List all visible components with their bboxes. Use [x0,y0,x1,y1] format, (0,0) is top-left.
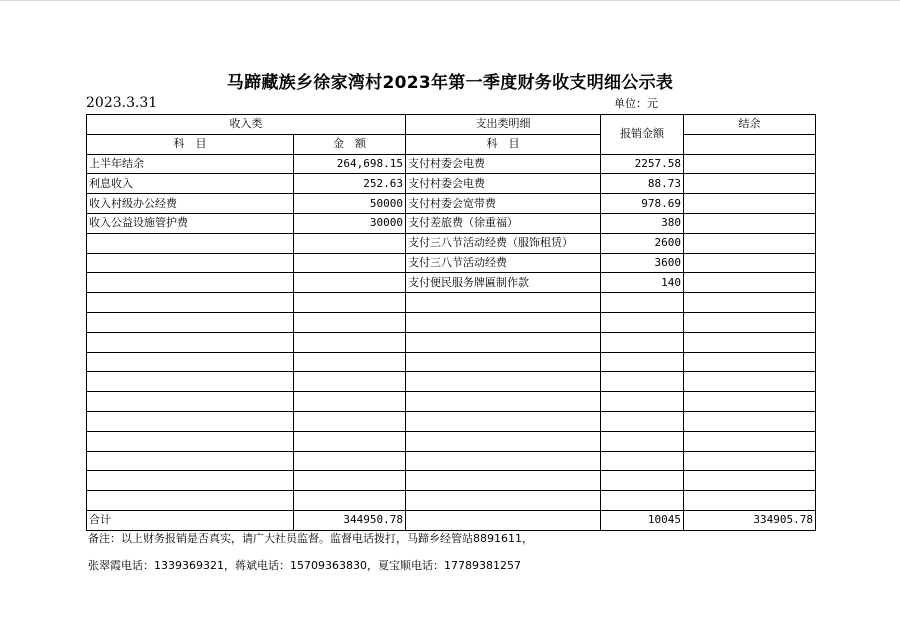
expense-item-cell [406,312,601,332]
income-amount-cell: 50000 [294,194,406,214]
income-amount-cell: 30000 [294,213,406,233]
income-amount-cell [294,233,406,253]
table-row [87,392,816,412]
balance-cell [684,352,816,372]
income-item-cell [87,253,294,273]
total-expense-item-blank [406,510,601,530]
currency-unit: 单位：元 [614,97,658,110]
expense-amount-cell [601,491,684,511]
total-label: 合计 [87,510,294,530]
income-amount-cell [294,273,406,293]
income-item-cell [87,431,294,451]
income-item-cell: 收入公益设施管护费 [87,213,294,233]
balance-cell [684,253,816,273]
expense-amount-cell: 2600 [601,233,684,253]
expense-item-cell: 支付便民服务牌匾制作款 [406,273,601,293]
top-border-line [0,0,900,1]
expense-amount-cell [601,411,684,431]
income-amount-cell [294,352,406,372]
balance-cell [684,372,816,392]
table-row [87,372,816,392]
income-amount-cell: 264,698.15 [294,154,406,174]
table-row [87,471,816,491]
table-row [87,332,816,352]
expense-item-cell: 支付三八节活动经费 [406,253,601,273]
table-row [87,273,816,293]
income-amount-cell [294,411,406,431]
expense-amount-cell: 140 [601,273,684,293]
remark-line-2: 张翠霞电话：1339369321，蒋斌电话：15709363830，夏宝顺电话：17789381257 [88,559,521,572]
balance-cell [684,233,816,253]
balance-cell [684,213,816,233]
balance-cell [684,293,816,313]
income-amount-cell: 252.63 [294,174,406,194]
table-row [87,213,816,233]
table-row [87,293,816,313]
balance-cell [684,194,816,214]
expense-item-cell [406,332,601,352]
table-row [87,253,816,273]
balance-header: 结余 [684,115,816,135]
expense-item-cell [406,372,601,392]
expense-item-cell [406,411,601,431]
income-amount-cell [294,332,406,352]
expense-amount-cell [601,392,684,412]
expense-item-cell [406,352,601,372]
income-item-cell [87,352,294,372]
income-amount-header: 金 额 [294,134,406,154]
income-item-cell [87,451,294,471]
table-row [87,194,816,214]
expense-item-cell [406,491,601,511]
balance-cell [684,392,816,412]
table-row [87,411,816,431]
expense-amount-cell [601,312,684,332]
expense-amount-cell [601,451,684,471]
expense-item-cell [406,293,601,313]
income-class-header: 收入类 [87,115,406,135]
page-title: 马蹄藏族乡徐家湾村2023年第一季度财务收支明细公示表 [226,73,674,93]
table-row [87,233,816,253]
expense-item-cell: 支付村委会宽带费 [406,194,601,214]
expense-amount-cell: 2257.58 [601,154,684,174]
balance-cell [684,431,816,451]
balance-header-blank [684,134,816,154]
income-item-cell [87,233,294,253]
balance-cell [684,312,816,332]
table-row [87,491,816,511]
income-item-cell: 上半年结余 [87,154,294,174]
income-item-cell [87,332,294,352]
balance-cell [684,471,816,491]
income-item-cell [87,293,294,313]
total-balance: 334905.78 [684,510,816,530]
income-amount-cell [294,451,406,471]
expense-item-cell: 支付差旅费（徐重福） [406,213,601,233]
income-item-cell [87,491,294,511]
report-date: 2023.3.31 [86,95,158,111]
expense-item-cell: 支付村委会电费 [406,154,601,174]
expense-amount-cell [601,332,684,352]
expense-amount-cell [601,293,684,313]
income-item-cell [87,372,294,392]
income-amount-cell [294,312,406,332]
income-item-cell [87,411,294,431]
header-row-2 [87,134,816,154]
expense-item-cell [406,392,601,412]
balance-cell [684,332,816,352]
income-amount-cell [294,431,406,451]
expense-detail-header: 支出类明细 [406,115,601,135]
balance-cell [684,273,816,293]
income-item-cell [87,312,294,332]
expense-amount-cell [601,352,684,372]
expense-amount-cell: 3600 [601,253,684,273]
balance-cell [684,174,816,194]
total-expense-amount: 10045 [601,510,684,530]
income-amount-cell [294,471,406,491]
table-row [87,154,816,174]
expense-amount-cell: 380 [601,213,684,233]
ledger-body [87,154,816,510]
expense-amount-cell: 88.73 [601,174,684,194]
table-row [87,451,816,471]
income-item-cell [87,392,294,412]
income-amount-cell [294,253,406,273]
finance-ledger-table [86,114,816,531]
expense-amount-cell [601,471,684,491]
income-item-cell [87,471,294,491]
table-row [87,174,816,194]
balance-cell [684,491,816,511]
income-amount-cell [294,392,406,412]
remark-line-1: 备注：以上财务报销是否真实，请广大社员监督。监督电话拨打，马蹄乡经管站8891611， [88,532,533,545]
expense-item-cell [406,431,601,451]
table-row [87,312,816,332]
reimburse-amount-header: 报销金额 [601,115,684,155]
total-income-amount: 344950.78 [294,510,406,530]
expense-item-cell: 支付三八节活动经费（服饰租赁） [406,233,601,253]
expense-amount-cell [601,431,684,451]
header-row-1 [87,115,816,135]
income-item-cell: 收入村级办公经费 [87,194,294,214]
income-amount-cell [294,491,406,511]
expense-item-cell: 支付村委会电费 [406,174,601,194]
total-row [87,510,816,530]
balance-cell [684,451,816,471]
expense-subject-header: 科 目 [406,134,601,154]
expense-item-cell [406,451,601,471]
balance-cell [684,411,816,431]
income-subject-header: 科 目 [87,134,294,154]
income-amount-cell [294,293,406,313]
expense-amount-cell [601,372,684,392]
table-row [87,431,816,451]
expense-amount-cell: 978.69 [601,194,684,214]
income-amount-cell [294,372,406,392]
balance-cell [684,154,816,174]
table-row [87,352,816,372]
expense-item-cell [406,471,601,491]
income-item-cell [87,273,294,293]
income-item-cell: 利息收入 [87,174,294,194]
